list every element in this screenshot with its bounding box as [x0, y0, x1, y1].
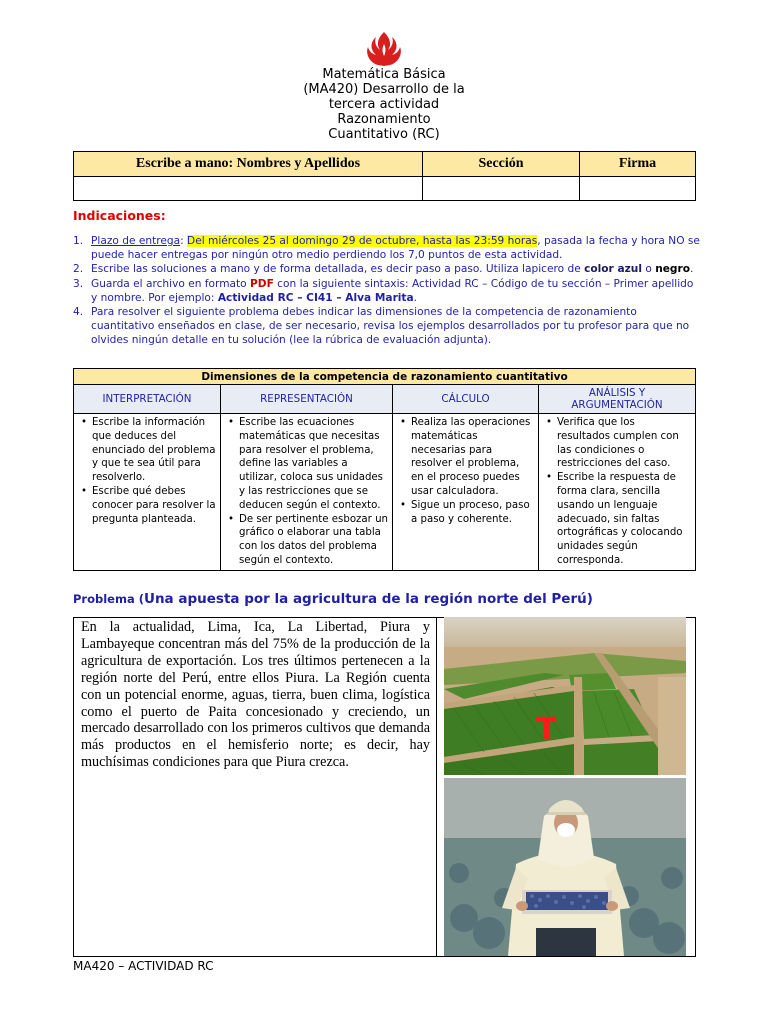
- dimension-item: • De ser pertinente esbozar un gráfico o elaborar una tabla con los datos del problema según el contexto.: [239, 513, 388, 568]
- farmland-aerial-photo: [444, 617, 686, 775]
- indications-heading: Indicaciones:: [73, 208, 166, 223]
- dimension-cell: [221, 414, 393, 571]
- dimension-cell: [74, 414, 221, 571]
- dimension-item: • Escribe la respuesta de forma clara, sencilla usando un lenguaje adecuado, sin faltas ortográficas y colocando unidades según corresponda.: [557, 471, 691, 568]
- dimension-cell: [393, 414, 539, 571]
- problem-title: Una apuesta por la agricultura de la región norte del Perú): [143, 591, 593, 607]
- page-footer: MA420 – ACTIVIDAD RC: [73, 959, 214, 973]
- title-line: Matemática Básica: [322, 67, 446, 82]
- problem-heading: [73, 588, 593, 607]
- section-header: Sección: [423, 152, 580, 177]
- dimension-item: • Sigue un proceso, paso a paso y coherente.: [411, 499, 534, 527]
- upc-logo: [362, 30, 406, 68]
- dimension-header: CÁLCULO: [393, 385, 539, 414]
- dimension-header: ANÁLISIS Y ARGUMENTACIÓN: [539, 385, 696, 414]
- title-line: (MA420) Desarrollo de la: [303, 82, 465, 97]
- signature-header: Firma: [580, 152, 696, 177]
- dimension-item: • Realiza las operaciones matemáticas necesarias para resolver el problema, en el proceso puedes usar calculadora.: [411, 416, 534, 499]
- signature-field[interactable]: [580, 177, 696, 201]
- dimensions-title: Dimensiones de la competencia de razonamiento cuantitativo: [74, 369, 696, 385]
- student-info-table: [73, 151, 696, 201]
- watermark-letter: T: [536, 712, 557, 747]
- dimensions-table: [73, 368, 696, 571]
- problem-divider: [436, 617, 437, 957]
- section-field[interactable]: [423, 177, 580, 201]
- dimension-header: REPRESENTACIÓN: [221, 385, 393, 414]
- title-line: tercera actividad: [328, 97, 440, 112]
- indication-item: 2. Escribe las soluciones a mano y de forma detallada, es decir paso a paso. Utiliza lapicero de color azul o negro.: [73, 263, 694, 276]
- names-field[interactable]: [74, 177, 423, 201]
- dimension-cell: [539, 414, 696, 571]
- title-line: Razonamiento: [337, 112, 431, 127]
- indications-list: [73, 234, 703, 348]
- document-title: [284, 67, 484, 142]
- title-line: Cuantitativo (RC): [328, 127, 440, 142]
- dimension-item: • Escribe qué debes conocer para resolver la pregunta planteada.: [92, 485, 216, 526]
- indication-item: 4. Para resolver el siguiente problema debes indicar las dimensiones de la competencia de razonamiento cuantitativo enseñados en clase, de ser necesario, revisa los ejemplos desarrollados por tu profesor para que no olvides ningún detalle en tu solución (lee la rúbrica de evaluación adjunta).: [73, 306, 690, 347]
- dimension-item: • Verifica que los resultados cumplen con las condiciones o restricciones del caso.: [557, 416, 691, 471]
- problem-text: En la actualidad, Lima, Ica, La Libertad, Piura y Lambayeque concentran más del 75% de la producción de la agricultura de exportación. Los tres últimos pertenecen a la región norte del Perú, entre ellos Piura. La Región cuenta con un potencial enorme, aguas, tierra, buen clima, logística como el puerto de Paita concesionado y creciendo, un mercado desarrollado con los primeros cultivos que demanda más productos en el hemisferio norte; es decir, hay muchísimas condiciones para que Piura crezca.: [81, 619, 430, 771]
- farmer-blueberries-photo: [444, 778, 686, 956]
- indication-item: 1. Plazo de entrega: Del miércoles 25 al domingo 29 de octubre, hasta las 23:59 horas, pasada la fecha y hora NO se puede hacer entregas por ningún otro medio perdiendo los 7,0 puntos de esta actividad.: [73, 235, 700, 262]
- problem-label: Problema (: [73, 592, 144, 606]
- names-header: Escribe a mano: Nombres y Apellidos: [74, 152, 423, 177]
- dimension-item: • Escribe la información que deduces del enunciado del problema y que te sea útil para resolverlo.: [92, 416, 216, 485]
- indication-item: 3. Guarda el archivo en formato PDF con la siguiente sintaxis: Actividad RC – Código de tu sección – Primer apellido y nombre. Por ejemplo: Actividad RC – CI41 – Alva Marita.: [73, 277, 694, 304]
- dimension-item: • Escribe las ecuaciones matemáticas que necesitas para resolver el problema, define las variables a utilizar, coloca sus unidades y las restricciones que se deducen según el contexto.: [239, 416, 388, 513]
- dimension-header: INTERPRETACIÓN: [74, 385, 221, 414]
